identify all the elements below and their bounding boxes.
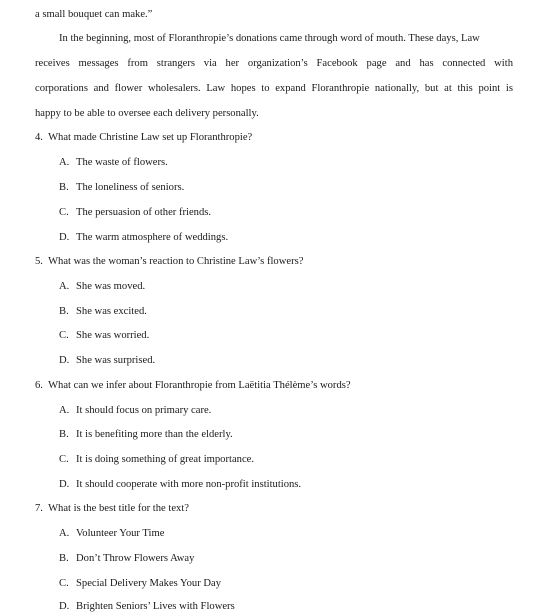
question-6-option-b[interactable] — [59, 428, 233, 442]
option-text: It should focus on primary care. — [76, 405, 212, 416]
question-7-option-a[interactable] — [59, 527, 164, 541]
option-letter: B. — [59, 306, 69, 317]
option-text: She was excited. — [76, 306, 147, 317]
passage-line-top: a small bouquet can make.” — [35, 9, 153, 20]
question-7-option-d[interactable] — [59, 600, 235, 614]
option-letter: A. — [59, 405, 70, 416]
passage-paragraph-line-4: happy to be able to oversee each delivery personally. — [35, 108, 259, 119]
question-4-option-b[interactable] — [59, 181, 184, 195]
option-letter: C. — [59, 207, 69, 218]
option-letter: D. — [59, 355, 70, 366]
question-6-option-d[interactable] — [59, 478, 301, 492]
option-text: Volunteer Your Time — [76, 528, 165, 539]
passage-paragraph-line-3: corporations and flower wholesalers. Law hopes to expand Floranthropie nationally, but at this point is — [35, 83, 513, 94]
option-text: It is benefiting more than the elderly. — [76, 429, 233, 440]
option-text: The persuasion of other friends. — [76, 207, 212, 218]
option-text: She was surprised. — [76, 355, 156, 366]
passage-paragraph-line-2: receives messages from strangers via her organization’s Facebook page and has connected with — [35, 58, 513, 69]
question-7 — [35, 502, 189, 516]
question-4-option-c[interactable] — [59, 206, 211, 220]
question-4-option-d[interactable] — [59, 231, 228, 245]
passage-paragraph-line-1: In the beginning, most of Floranthropie’s donations came through word of mouth. These days, Law — [59, 33, 480, 44]
option-letter: C. — [59, 330, 69, 341]
option-letter: B. — [59, 553, 69, 564]
option-letter: C. — [59, 454, 69, 465]
question-4 — [35, 131, 252, 145]
question-text: What made Christine Law set up Floranthropie? — [48, 132, 253, 143]
question-5-option-a[interactable] — [59, 280, 145, 294]
option-letter: B. — [59, 182, 69, 193]
question-5-option-b[interactable] — [59, 305, 147, 319]
option-letter: A. — [59, 281, 70, 292]
option-letter: D. — [59, 601, 70, 612]
question-6-option-c[interactable] — [59, 453, 254, 467]
option-letter: A. — [59, 528, 70, 539]
question-text: What is the best title for the text? — [48, 503, 189, 514]
question-text: What was the woman’s reaction to Christine Law’s flowers? — [48, 256, 304, 267]
option-text: The loneliness of seniors. — [76, 182, 185, 193]
option-letter: B. — [59, 429, 69, 440]
option-text: Brighten Seniors’ Lives with Flowers — [76, 601, 235, 612]
option-text: It is doing something of great importance. — [76, 454, 254, 465]
question-5 — [35, 255, 303, 269]
option-letter: D. — [59, 232, 70, 243]
question-number: 7. — [35, 503, 43, 514]
option-text: Special Delivery Makes Your Day — [76, 578, 222, 589]
question-4-option-a[interactable] — [59, 156, 168, 170]
option-text: She was worried. — [76, 330, 150, 341]
question-7-option-c[interactable] — [59, 577, 221, 591]
option-text: It should cooperate with more non-profit institutions. — [76, 479, 302, 490]
option-letter: C. — [59, 578, 69, 589]
option-text: She was moved. — [76, 281, 146, 292]
question-text: What can we infer about Floranthropie from Laëtitia Thélème’s words? — [48, 380, 351, 391]
question-5-option-d[interactable] — [59, 354, 155, 368]
question-number: 6. — [35, 380, 43, 391]
question-6 — [35, 379, 351, 393]
option-text: The waste of flowers. — [76, 157, 168, 168]
question-7-option-b[interactable] — [59, 552, 194, 566]
option-text: Don’t Throw Flowers Away — [76, 553, 195, 564]
option-text: The warm atmosphere of weddings. — [76, 232, 229, 243]
question-number: 4. — [35, 132, 43, 143]
option-letter: A. — [59, 157, 70, 168]
question-6-option-a[interactable] — [59, 404, 211, 418]
question-5-option-c[interactable] — [59, 329, 149, 343]
option-letter: D. — [59, 479, 70, 490]
question-number: 5. — [35, 256, 43, 267]
